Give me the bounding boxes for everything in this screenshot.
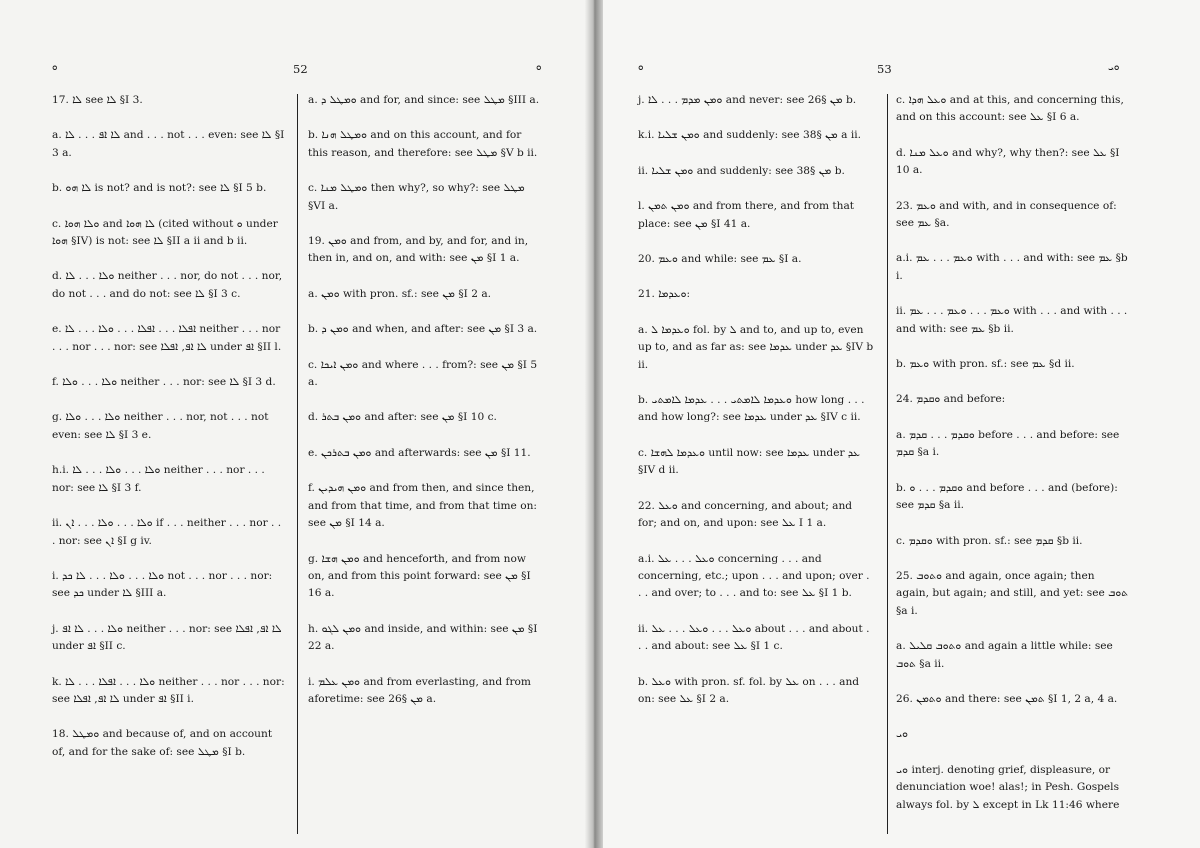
entry-label: c.	[896, 94, 906, 106]
dictionary-entry	[52, 726, 286, 761]
dictionary-entry	[308, 445, 544, 462]
left-page-number: 52	[293, 62, 308, 76]
dictionary-entry	[638, 498, 874, 533]
entry-label: a.	[308, 94, 318, 106]
entry-label: ii.	[638, 164, 649, 177]
entry-text: ܘܥܠ and concerning, and about; and for; and on, and upon: see ܥܠ I 1 a.	[638, 499, 853, 530]
left-column-2	[308, 92, 544, 708]
entry-label: c.	[308, 358, 318, 371]
entry-text: ܘܬܡܢ and there: see ܬܡܢ §I 1, 2 a, 4 a.	[916, 692, 1118, 705]
entry-label: b.	[308, 323, 319, 336]
dictionary-entry	[896, 303, 1128, 338]
dictionary-entry	[638, 322, 874, 374]
entry-text: ܘܥܡ and with, and in consequence of: see ܥܡ §a.	[896, 199, 1117, 230]
entry-label: i.	[52, 569, 59, 582]
entry-text: ܘܩܕܡ and before:	[916, 393, 1006, 406]
entry-spacer	[638, 180, 874, 198]
entry-spacer	[308, 109, 544, 127]
dictionary-entry	[896, 427, 1128, 462]
entry-label: 22.	[638, 499, 655, 512]
dictionary-entry	[308, 92, 544, 109]
entry-label: 23.	[896, 199, 913, 212]
dictionary-entry	[52, 674, 286, 709]
dictionary-entry	[52, 127, 286, 162]
entry-text: ܘܡܢ ܬܡܢ and from there, and from that place: see ܡܢ §I 41 a.	[638, 200, 855, 230]
entry-label: b.	[638, 675, 649, 688]
entry-label: b.	[308, 129, 319, 142]
dictionary-entry	[308, 480, 544, 532]
dictionary-entry	[896, 250, 1128, 285]
entry-text: ܘܠܐ . . . ܠܐ neither . . . nor, do not . . . nor, do not . . . and do not: see ܠܐ §I 3 c.	[52, 270, 283, 300]
dictionary-entry	[52, 92, 286, 109]
entry-label: ii.	[638, 622, 649, 635]
entry-text: ܘܡܛܠ ܗܢܐ and on this account, and for this reason, and therefore: see ܡܛܠ §V b ii.	[308, 129, 538, 159]
entry-text: ܘܥܡ . . . ܘܥܡ . . . ܥܡ with . . . and with . . . and with: see ܥܡ §b ii.	[896, 305, 1128, 335]
entry-label: ii.	[52, 517, 63, 530]
entry-spacer	[896, 462, 1128, 480]
entry-spacer	[638, 533, 874, 551]
entry-spacer	[308, 268, 544, 286]
entry-text: ܘܬܘܒ and again, once again; then again, but again; and still, and yet: see ܬܘܒ §a i.	[896, 569, 1129, 617]
entry-text: ܘܡܢ ܫܠܝܐ and suddenly: see ܡܢ §38 b.	[651, 164, 845, 177]
entry-spacer	[896, 744, 1128, 762]
entry-text: ܘܡܢ with pron. sf.: see ܡܢ §I 2 a.	[321, 287, 492, 300]
entry-spacer	[308, 339, 544, 357]
entry-label: 18.	[52, 728, 69, 741]
entry-text: ܘܥܕܡܐ ܠܐܡܬܝ . . . ܥܕܡܐ ܠܐܡܬܝ how long . . . and how long?: see ܥܕܡܐ under ܥܕ §IV c ii.	[638, 394, 865, 424]
entry-label: 24.	[896, 393, 913, 406]
right-header-glyph-right: ܘܝ	[1108, 62, 1120, 73]
entry-text: ܘܡܢ ܡܕܡ . . . ܠܐ and never: see ܡܢ §26 b.	[648, 94, 857, 106]
entry-label: g.	[52, 411, 63, 424]
dictionary-entry	[52, 321, 286, 356]
entry-spacer	[308, 603, 544, 621]
entry-text: ܘܥܡ with pron. sf.: see ܥܡ §d ii.	[909, 358, 1075, 371]
entry-text: ܘܡܛܠ and because of, and on account of, and for the sake of: see ܡܛܠ §I b.	[52, 728, 273, 758]
entry-spacer	[896, 515, 1128, 533]
dictionary-entry	[896, 638, 1128, 673]
entry-spacer	[52, 162, 286, 180]
entry-text: ܘܠܐ . . . ܘܠܐ . . . ܐܢ if . . . neither . . . nor . . . nor: see ܐܢ §I g iv.	[52, 517, 282, 547]
dictionary-entry	[308, 551, 544, 603]
dictionary-entry	[896, 145, 1128, 180]
entry-label: 17.	[52, 94, 69, 106]
entry-label: a.i.	[896, 252, 913, 265]
entry-spacer	[52, 603, 286, 621]
entry-label: 21.	[638, 288, 655, 301]
entry-label: e.	[52, 323, 62, 336]
entry-text: ܘܥܠ with pron. sf. fol. by ܥܠ on . . . and on: see ܥܠ §I 2 a.	[638, 675, 860, 705]
entry-spacer	[638, 304, 874, 322]
entry-spacer	[52, 303, 286, 321]
dictionary-entry	[52, 216, 286, 251]
entry-label: f.	[308, 482, 315, 495]
dictionary-entry	[638, 621, 874, 656]
dictionary-entry	[896, 691, 1128, 708]
dictionary-entry	[638, 392, 874, 427]
entry-text: ܘܥܡ and while: see ܥܡ §I a.	[658, 253, 802, 266]
dictionary-entry	[52, 409, 286, 444]
dictionary-entry	[638, 92, 874, 109]
right-page-number: 53	[877, 62, 892, 76]
dictionary-entry	[896, 726, 1128, 743]
entry-spacer	[52, 444, 286, 462]
entry-label: f.	[52, 376, 59, 389]
entry-label: g.	[308, 552, 319, 565]
dictionary-entry	[308, 286, 544, 303]
entry-spacer	[308, 215, 544, 233]
entry-spacer	[308, 427, 544, 445]
dictionary-entry	[308, 233, 544, 268]
entry-label: h.i.	[52, 464, 69, 477]
dictionary-entry	[638, 551, 874, 603]
dictionary-entry	[52, 374, 286, 391]
entry-label: d.	[896, 146, 907, 159]
entry-label: 25.	[896, 569, 913, 582]
dictionary-entry	[896, 762, 1128, 814]
left-page	[0, 0, 594, 848]
entry-spacer	[638, 427, 874, 445]
entry-label: c.	[638, 446, 648, 459]
entry-label: 20.	[638, 253, 655, 266]
left-header-glyph-right: ܘ	[536, 62, 542, 73]
entry-label: c.	[52, 217, 62, 230]
entry-text: ܘܠܐ . . . ܠܐ ܐܦ neither . . . nor: see ܠܐ ܐܦ, ܐܦܠܐ under ܐܦ §II c.	[52, 622, 282, 653]
entry-text: ܘܡܢ ܗܫܐ and henceforth, and from now on, and from this point forward: see ܡܢ §I 16 a.	[308, 552, 531, 600]
entry-text: ܘܡܛܠ ܕ and for, and since: see ܡܛܠ §III a.	[321, 94, 540, 106]
entry-text: ܘܩܕܡ . . . ܩܕܡ before . . . and before: see ܩܕܡ §a i.	[896, 428, 1120, 459]
dictionary-entry	[52, 621, 286, 656]
entry-label: b.	[638, 394, 649, 407]
entry-text: ܘܥܕܡܐ ܠܗܫܐ until now: see ܥܕܡܐ under ܥܕ §IV d ii.	[638, 446, 861, 477]
entry-spacer	[308, 303, 544, 321]
entry-spacer	[52, 356, 286, 374]
entry-label: d.	[308, 411, 319, 424]
dictionary-entry	[52, 568, 286, 603]
entry-spacer	[896, 620, 1128, 638]
entry-text: ܘܠܐ . . . ܘܠܐ neither . . . nor: see ܠܐ §I 3 d.	[62, 376, 276, 389]
column-divider	[887, 94, 888, 834]
entry-text: ܘܥܠ . . . ܥܠ concerning . . . and concerning, etc.; upon . . . and upon; over . . . and over; to . . . and to: see ܥܠ §I 1 b.	[638, 552, 870, 600]
entry-text: ܘܥܕܡܐ:	[658, 288, 691, 301]
entry-text: ܘܡܢ ܒܬܪ and after: see ܡܢ §I 10 c.	[321, 411, 497, 424]
entry-spacer	[638, 603, 874, 621]
right-header-glyph: ܘ	[638, 62, 644, 73]
entry-text: ܘܡܢ ܠܓܘ and inside, and within: see ܡܢ §I 22 a.	[308, 622, 538, 653]
entry-text: ܘܡܢ and from, and by, and for, and in, then in, and on, and with: see ܡܢ §I 1 a.	[308, 235, 529, 265]
entry-spacer	[896, 232, 1128, 250]
entry-text: ܘܠܐ . . . ܐܦܠܐ . . . ܠܐ neither . . . nor . . . nor: see ܠܐ ܐܦ, ܐܦܠܐ under ܐܦ §II i.	[52, 675, 285, 705]
entry-spacer	[308, 533, 544, 551]
dictionary-entry	[896, 356, 1128, 373]
entry-label: k.	[52, 675, 62, 688]
entry-spacer	[896, 373, 1128, 391]
dictionary-entry	[638, 286, 874, 303]
entry-spacer	[896, 550, 1128, 568]
entry-label: j.	[638, 94, 645, 106]
entry-spacer	[52, 109, 286, 127]
entry-spacer	[52, 250, 286, 268]
entry-text: ܘܡܢ ܒܬܪܟܢ and afterwards: see ܡܢ §I 11.	[321, 446, 531, 459]
entry-label: ܘܝ	[896, 763, 909, 776]
entry-label: b.	[896, 358, 907, 371]
entry-label: a.	[638, 323, 648, 336]
entry-text: ܘܝ	[896, 728, 909, 741]
entry-spacer	[896, 708, 1128, 726]
entry-text: ܘܥܡ . . . ܥܡ with . . . and with: see ܥܡ §b i.	[896, 252, 1128, 282]
entry-spacer	[52, 550, 286, 568]
entry-text: ܠܐ ܐܦ . . . ܠܐ and . . . not . . . even: see ܠܐ §I 3 a.	[52, 129, 285, 159]
dictionary-entry	[308, 674, 544, 709]
dictionary-entry	[896, 480, 1128, 515]
entry-label: h.	[308, 622, 319, 635]
entry-text: ܘܡܢ ܗܝܕܝܢ and from then, and since then, and from that time, and from that time on: see ܡܢ §I 14 a.	[308, 482, 537, 530]
entry-label: j.	[52, 622, 59, 635]
column-divider	[297, 94, 298, 834]
entry-spacer	[52, 656, 286, 674]
entry-spacer	[896, 127, 1128, 145]
left-header-glyph: ܘ	[52, 62, 58, 73]
dictionary-entry	[52, 180, 286, 197]
dictionary-entry	[638, 127, 874, 144]
entry-label: i.	[308, 675, 315, 688]
entry-text: ܘܥܠ . . . ܘܥܠ . . . ܥܠ about . . . and about . . . and about: see ܥܠ §I 1 c.	[638, 622, 870, 653]
entry-text: ܠܐ ܗܘ is not? and is not?: see ܠܐ §I 5 b.	[65, 182, 267, 195]
dictionary-entry	[638, 251, 874, 268]
entry-label: d.	[52, 270, 63, 283]
book-gutter	[585, 0, 603, 848]
right-column-1	[638, 92, 874, 708]
dictionary-entry	[52, 462, 286, 497]
entry-spacer	[308, 462, 544, 480]
entry-text: ܘܠܐ . . . ܘܠܐ neither . . . nor, not . . . not even: see ܠܐ §I 3 e.	[52, 411, 269, 441]
entry-spacer	[896, 338, 1128, 356]
dictionary-entry	[638, 163, 874, 180]
entry-text: ܘܩܕܡ . . . ܘ and before . . . and (before): see ܩܕܡ §a ii.	[896, 481, 1118, 512]
entry-spacer	[52, 497, 286, 515]
entry-spacer	[638, 268, 874, 286]
entry-text: ܘܥܠ ܡܢܐ and why?, why then?: see ܥܠ §I 10 a.	[896, 146, 1120, 177]
entry-text: ܐܦܠܐ . . . ܐܦܠܐ . . . ܘܠܐ . . . ܠܐ neither . . . nor . . . nor . . . nor: see ܠܐ ܐܦ, ܐܦܠܐ under ܐܦ §II l.	[52, 323, 282, 353]
dictionary-entry	[896, 198, 1128, 233]
entry-spacer	[896, 180, 1128, 198]
entry-spacer	[308, 656, 544, 674]
entry-text: ܘܠܐ . . . ܘܠܐ . . . ܠܐ neither . . . nor . . . nor: see ܠܐ §I 3 f.	[52, 464, 265, 494]
entry-label: c.	[308, 182, 318, 195]
dictionary-entry	[896, 568, 1128, 620]
dictionary-entry	[638, 198, 874, 233]
dictionary-entry	[638, 674, 874, 709]
entry-spacer	[52, 708, 286, 726]
entry-text: ܘܡܛܠ ܡܢܐ then why?, so why?: see ܡܛܠ §VI a.	[308, 182, 525, 212]
entry-label: b.	[52, 182, 63, 195]
dictionary-entry	[308, 127, 544, 162]
entry-spacer	[638, 145, 874, 163]
right-page	[594, 0, 1200, 848]
entry-label: a.	[896, 428, 906, 441]
dictionary-entry	[308, 357, 544, 392]
entry-label: ii.	[896, 305, 907, 318]
dictionary-entry	[308, 321, 544, 338]
entry-label: c.	[896, 534, 906, 547]
entry-label: 19.	[308, 235, 325, 248]
entry-text: ܘܩܕܡ with pron. sf.: see ܩܕܡ §b ii.	[908, 534, 1083, 547]
entry-text: ܘܠܐ . . . ܘܠܐ . . . ܠܐ ܟܕ not . . . nor . . . nor: see ܟܕ under ܠܐ §III a.	[52, 569, 273, 600]
entry-text: ܘܬܘܒ ܩܠܝܠ and again a little while: see ܬܘܒ §a ii.	[896, 640, 1113, 670]
entry-spacer	[308, 391, 544, 409]
entry-label: l.	[638, 200, 645, 213]
entry-text: ܘܡܢ ܥܠܡ and from everlasting, and from aforetime: see ܡܢ §26 a.	[308, 675, 531, 705]
dictionary-entry	[896, 391, 1128, 408]
entry-text: ܘܥܕܡܐ ܠ fol. by ܠ and to, and up to, even up to, and as far as: see ܥܕܡܐ under ܥܕ §IV b ii.	[638, 323, 874, 371]
entry-spacer	[896, 409, 1128, 427]
dictionary-entry	[896, 92, 1128, 127]
entry-spacer	[638, 109, 874, 127]
entry-label: a.	[52, 129, 62, 142]
entry-label: a.	[308, 287, 318, 300]
entry-text: interj. denoting grief, displeasure, or denunciation woe! alas!; in Pesh. Gospels always fol. by ܠ except in Lk 11:46 where	[896, 763, 1120, 811]
entry-text: ܘܥܠ ܗܕܐ and at this, and concerning this, and on this account: see ܥܠ §I 6 a.	[896, 94, 1124, 124]
dictionary-entry	[308, 180, 544, 215]
entry-label: a.i.	[638, 552, 655, 565]
dictionary-entry	[638, 445, 874, 480]
entry-spacer	[52, 198, 286, 216]
right-column-2	[896, 92, 1128, 814]
entry-spacer	[896, 285, 1128, 303]
entry-text: ܘܠܐ ܗܘܐ and ܠܐ ܗܘܐ (cited without ܘ under ܗܘܐ §IV) is not: see ܠܐ §II a ii and b ii.	[52, 217, 278, 248]
dictionary-entry	[896, 533, 1128, 550]
entry-text: ܘܡܢ ܐܝܟܐ and where . . . from?: see ܡܢ §I 5 a.	[308, 358, 538, 389]
entry-text: ܘܡܢ ܫܠܝܐ and suddenly: see ܡܢ §38 a ii.	[657, 129, 861, 142]
entry-text: ܠܐ see ܠܐ §I 3.	[72, 94, 143, 106]
entry-spacer	[52, 391, 286, 409]
entry-text: ܘܡܢ ܕ and when, and after: see ܡܢ §I 3 a.	[321, 323, 538, 336]
entry-label: a.	[896, 640, 906, 653]
entry-spacer	[638, 656, 874, 674]
entry-spacer	[638, 233, 874, 251]
dictionary-entry	[308, 409, 544, 426]
entry-label: k.i.	[638, 129, 655, 142]
dictionary-entry	[52, 515, 286, 550]
entry-spacer	[896, 673, 1128, 691]
entry-spacer	[638, 480, 874, 498]
left-column-1	[52, 92, 286, 761]
entry-label: e.	[308, 446, 318, 459]
dictionary-entry	[308, 621, 544, 656]
entry-spacer	[638, 374, 874, 392]
dictionary-entry	[52, 268, 286, 303]
entry-label: b.	[896, 481, 907, 494]
entry-label: 26.	[896, 692, 913, 705]
entry-spacer	[308, 162, 544, 180]
